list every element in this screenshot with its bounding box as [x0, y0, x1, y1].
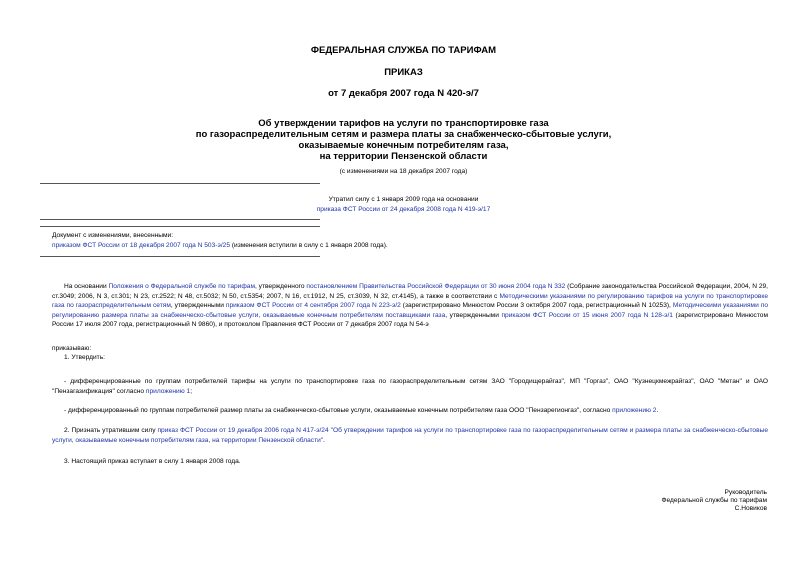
changes-line: [52, 241, 388, 250]
item-2-text: .: [323, 436, 325, 444]
divider: [40, 183, 320, 184]
preamble-text: На основании: [64, 283, 109, 290]
lost-force-wrap: [0, 205, 807, 214]
fst-order-128-link[interactable]: приказом ФСТ России от 15 июня 2007 года N 128-э/1: [501, 311, 673, 319]
changes-label: Документ с изменениями, внесенными:: [52, 232, 174, 239]
dash-item-1: [52, 377, 768, 396]
item-2: [52, 426, 768, 445]
signature-block: [662, 489, 768, 514]
preamble-text: , утвержденными: [170, 302, 226, 309]
dash-text: ;: [190, 387, 193, 395]
changes-link[interactable]: приказом ФСТ России от 18 декабря 2007 года N 503-э/25: [52, 242, 230, 249]
regulation-link[interactable]: Положения о Федеральной службе по тарифам: [108, 283, 255, 290]
item-2-text: 2. Признать утратившим силу: [64, 427, 158, 434]
dash-text: - дифференцированные по группам потребителей тарифы на услуги по транспортировке газа по газораспределительным сетям ЗАО "Городищерайгаз", МП "Горгаз", ОАО "Кузнецкмежрайгаз", ОАО "Метан" и ОАО "Пензагазификация" согласно: [52, 378, 768, 395]
item-1: 1. Утвердить:: [64, 354, 105, 361]
agency-name: ФЕДЕРАЛЬНАЯ СЛУЖБА ПО ТАРИФАМ: [310, 45, 497, 56]
dash-text: - дифференцированный по группам потребителей размер платы за снабженческо-сбытовые услуги, оказываемые конечным потребителям газа ООО "Пензарегионгаз", согласно: [64, 407, 613, 414]
methodical-guidelines-fee-link[interactable]: Методическими указаниями по регулированию размера платы за снабженческо-сбытовые услуги, оказываемые конечным потребителям поставщиками газа: [52, 302, 768, 319]
dash-item-2: [52, 406, 768, 416]
repealed-order-link[interactable]: приказ ФСТ России от 19 декабря 2006 года N 417-э/24 "Об утверждении тарифов на услуги по транспортировке газа по газораспределительным сетям и размера платы за снабженческо-сбытовые услуги, оказываемые конечным потребителям газа, на территории Пензенской области": [52, 427, 768, 444]
divider: [40, 256, 320, 257]
amended-note: (с изменениями на 18 декабря 2007 года): [339, 168, 468, 175]
methodical-guidelines-link[interactable]: Методическими указаниями по регулированию тарифов на услуги по транспортировке газа по газораспределительным сетям: [52, 292, 768, 309]
order-word: приказываю:: [52, 345, 92, 352]
preamble-text: , утвержденного: [254, 283, 307, 290]
signature-position: Руководитель: [724, 489, 767, 496]
preamble-paragraph: [52, 282, 768, 330]
title-line: по газораспределительным сетям и размера платы за снабженческо-сбытовые услуги,: [195, 129, 612, 140]
preamble-text: (Собрание законодательства Российской Федерации, 2004, N 29, ст.3049; 2006, N 3, ст.301; N 23, ст.2522; N 48, ст.5032; N 50, ст.5354; 2007, N 16, ст.1912, N 25, ст.3039, N 32, ст.4145), а также в соответствии с: [52, 283, 768, 300]
signature-agency: Федеральной службы по тарифам: [661, 497, 767, 505]
fst-order-223-link[interactable]: приказом ФСТ России от 4 сентября 2007 года N 223-э/2: [225, 302, 401, 309]
preamble-text: (зарегистрировано Минюстом России 17 июля 2007 года, регистрационный N 9860), и протоколом Правления ФСТ России от 7 декабря 2007 года N 54-э: [52, 311, 768, 328]
appendix-1-link[interactable]: приложению 1: [145, 387, 191, 395]
changes-note: (изменения вступили в силу с 1 января 2008 года).: [229, 242, 388, 249]
title-line: на территории Пензенской области: [319, 151, 488, 162]
signature-name: С.Новиков: [734, 505, 767, 513]
item-3: 3. Настоящий приказ вступает в силу 1 января 2008 года.: [64, 458, 241, 465]
lost-force-link[interactable]: приказа ФСТ России от 24 декабря 2008 года N 419-э/17: [316, 206, 491, 213]
preamble-text: , утвержденными: [445, 311, 502, 319]
document-date-number: от 7 декабря 2007 года N 420-э/7: [328, 88, 479, 99]
preamble-text: (зарегистрировано Минюстом России 3 октября 2007 года, регистрационный N 10253),: [400, 302, 673, 309]
lost-force-text: Утратил силу с 1 января 2009 года на основании: [328, 196, 479, 203]
dash-text: .: [656, 407, 659, 414]
divider: [40, 226, 320, 227]
title-line: оказываемые конечным потребителям газа,: [298, 140, 509, 151]
document-type: ПРИКАЗ: [384, 67, 423, 78]
divider: [40, 219, 320, 220]
appendix-2-link[interactable]: приложению 2: [612, 407, 657, 414]
government-decree-link[interactable]: постановлением Правительства Российской Федерации от 30 июня 2004 года N 332: [306, 283, 566, 290]
title-line: Об утверждении тарифов на услуги по транспортировке газа: [258, 118, 549, 129]
